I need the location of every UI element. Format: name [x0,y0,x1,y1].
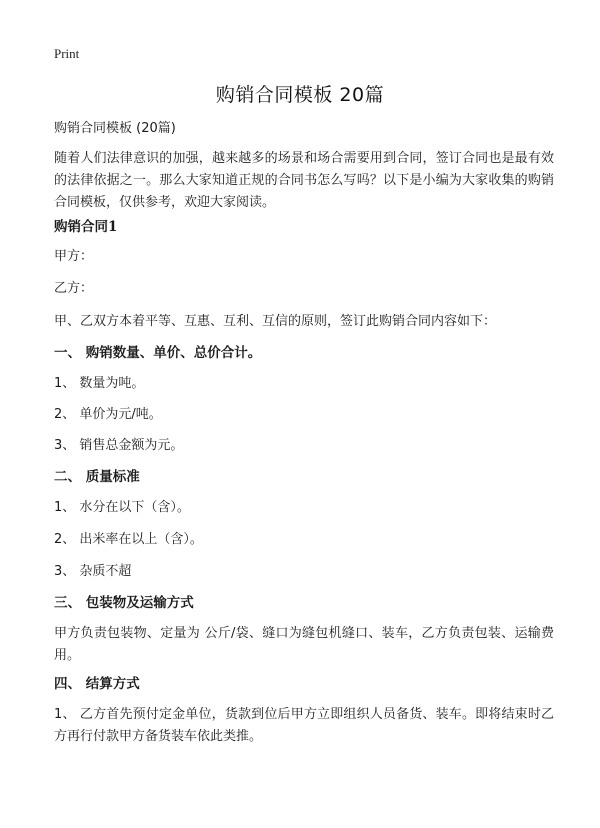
section-item: 1、 水分在以下（含）。 [54,500,190,515]
section-paragraph: 甲方负责包装物、定量为 公斤/袋、缝口为缝包机缝口、装车，乙方负责包装、运输费用。 [54,626,554,663]
section-heading: 三、 包装物及运输方式 [54,595,194,611]
document-title: 购销合同模板 20篇 [215,84,385,106]
party-b-line: 乙方： [54,281,94,296]
section-heading: 一、 购销数量、单价、总价合计。 [54,345,262,361]
party-a-line: 甲方： [54,249,94,264]
contract-preamble: 甲、乙双方本着平等、互惠、互利、互信的原则，签订此购销合同内容如下： [54,314,497,329]
document-subtitle: 购销合同模板 (20篇) [54,121,176,136]
section-item: 3、 杂质不超 [54,564,132,579]
intro-paragraph: 随着人们法律意识的加强，越来越多的场景和场合需要用到合同，签订合同也是最有效的法律依据之一。那么大家知道正规的合同书怎么写吗？以下是小编为大家收集的购销合同模板，仅供参考，欢迎大家阅读。 [54,151,554,210]
section-paragraph: 1、 乙方首先预付定金单位，货款到位后甲方立即组织人员备货、装车。即将结束时乙方再行付款甲方备货装车依此类推。 [54,707,554,744]
print-label: Print [54,46,80,61]
section-heading: 四、 结算方式 [54,676,140,692]
section-item: 3、 销售总金额为元。 [54,438,184,453]
section-item: 2、 单价为元/吨。 [54,407,162,422]
section-heading: 二、 质量标准 [54,469,140,485]
contract-heading: 购销合同1 [54,219,118,235]
section-item: 1、 数量为吨。 [54,376,145,391]
section-item: 2、 出米率在以上（含）。 [54,532,203,547]
